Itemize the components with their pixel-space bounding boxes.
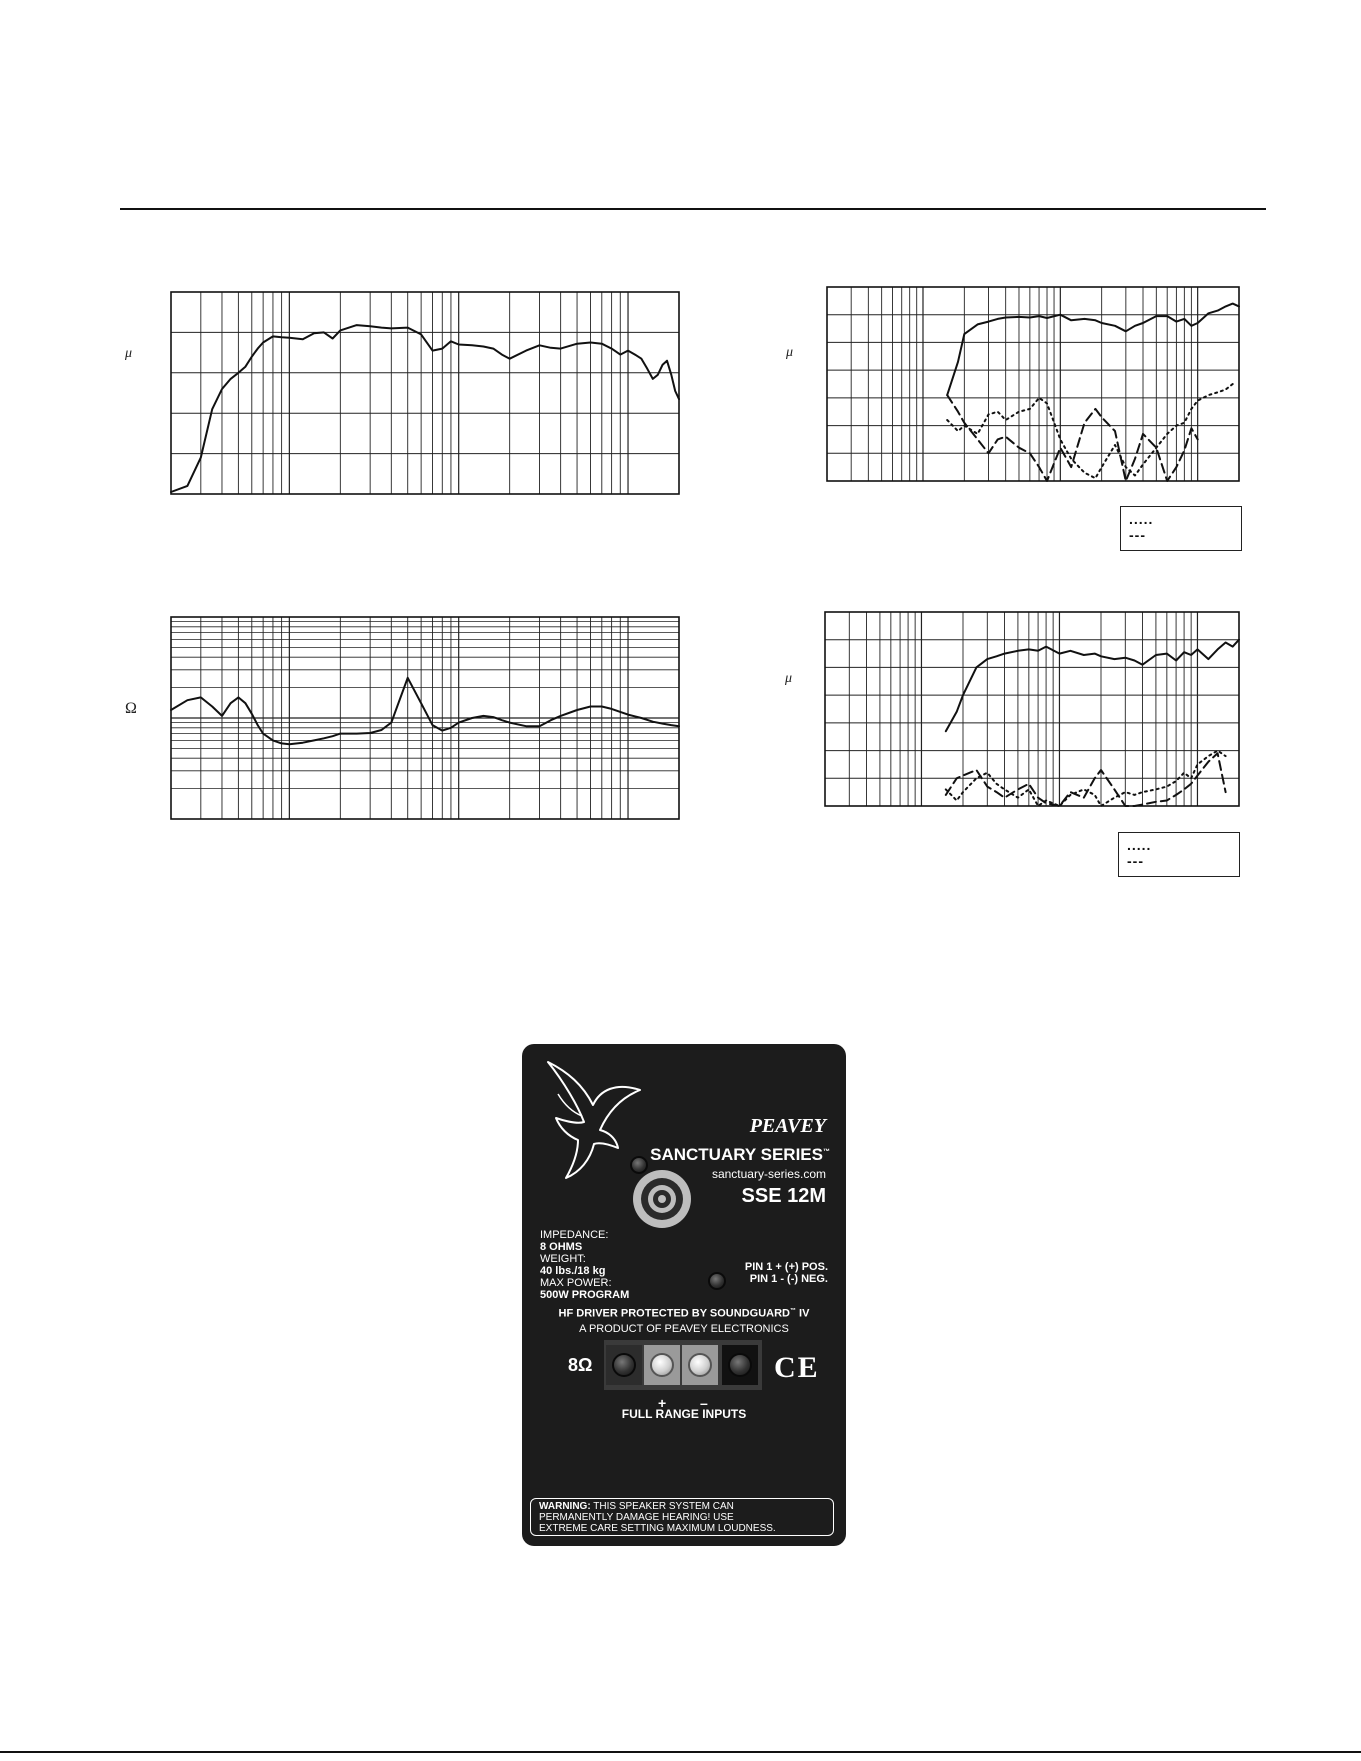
legend-dotted-marker: ..... <box>1129 511 1154 527</box>
protection-line <box>522 1308 846 1320</box>
series-line-1 <box>946 640 1239 732</box>
terminal-screw-icon <box>728 1353 752 1377</box>
legend-vertical <box>1118 832 1240 877</box>
terminal-slot-negative[interactable] <box>682 1345 718 1385</box>
warning-box <box>530 1498 834 1536</box>
impedance-chart <box>169 615 681 821</box>
chart2-ylabel: Ω <box>125 700 137 717</box>
warning-prefix: WARNING: <box>539 1501 591 1512</box>
pin-negative: PIN 1 - (-) NEG. <box>749 1273 828 1285</box>
rear-input-panel <box>522 1044 846 1546</box>
protection-suffix: IV <box>799 1307 810 1320</box>
protection-prefix: HF DRIVER PROTECTED BY SOUNDGUARD <box>558 1307 790 1320</box>
terminal-screw-icon <box>650 1353 674 1377</box>
terminal-minus: – <box>700 1395 708 1411</box>
series-line-1 <box>947 304 1239 396</box>
legend-dotted-marker: ..... <box>1127 837 1152 853</box>
terminal-impedance: 8Ω <box>568 1355 593 1375</box>
terminal-plus: + <box>658 1395 667 1411</box>
pin-positive: PIN 1 + (+) POS. <box>744 1261 828 1273</box>
chart1-ylabel: μ <box>125 346 133 361</box>
series-name-text: SANCTUARY SERIES <box>650 1145 823 1164</box>
speakon-connector-icon <box>633 1170 691 1228</box>
product-of-line: A PRODUCT OF PEAVEY ELECTRONICS <box>579 1323 789 1335</box>
horizontal-dispersion-chart <box>825 285 1241 483</box>
chart3-ylabel: μ <box>786 345 794 360</box>
website: sanctuary-series.com <box>711 1167 826 1181</box>
vertical-dispersion-chart <box>823 610 1241 808</box>
chart4-ylabel: μ <box>785 671 793 686</box>
header-rule <box>120 208 1266 210</box>
weight-value: 40 lbs./18 kg <box>540 1265 606 1277</box>
warning-text-1: THIS SPEAKER SYSTEM CAN <box>593 1501 734 1512</box>
impedance-value: 8 OHMS <box>540 1241 583 1253</box>
terminal-slot-positive[interactable] <box>644 1345 680 1385</box>
brand-logo: PEAVEY <box>749 1115 826 1137</box>
plot-frame <box>825 612 1239 806</box>
series-name <box>650 1146 830 1164</box>
series-line-3 <box>947 395 1197 481</box>
terminal-screw-icon <box>612 1353 636 1377</box>
legend-horizontal <box>1120 506 1242 551</box>
warning-line-3: EXTREME CARE SETTING MAXIMUM LOUDNESS. <box>539 1523 776 1534</box>
legend-dashed-marker: --- <box>1129 527 1146 543</box>
legend-dashed-marker: --- <box>1127 853 1144 869</box>
terminal-slot <box>606 1345 642 1385</box>
warning-line-1 <box>539 1502 734 1513</box>
series-line-1 <box>171 325 679 492</box>
impedance-label: IMPEDANCE: <box>540 1229 609 1241</box>
terminal-block <box>604 1340 762 1390</box>
connector-ring <box>658 1195 666 1203</box>
footer-rule <box>0 1751 1361 1753</box>
series-trademark: ™ <box>823 1148 830 1156</box>
protection-trademark: ™ <box>789 1308 796 1314</box>
model-name: SSE 12M <box>741 1185 826 1207</box>
power-label: MAX POWER: <box>540 1277 612 1289</box>
warning-line-2: PERMANENTLY DAMAGE HEARING! USE <box>539 1512 734 1523</box>
inputs-label: FULL RANGE INPUTS <box>621 1407 747 1421</box>
terminal-screw-icon <box>688 1353 712 1377</box>
mount-screw-icon <box>630 1156 648 1174</box>
weight-label: WEIGHT: <box>540 1253 586 1265</box>
plot-frame <box>171 292 679 494</box>
terminal-slot <box>722 1345 758 1385</box>
ce-mark: CE <box>774 1351 820 1384</box>
power-value: 500W PROGRAM <box>540 1289 630 1301</box>
series-line-3 <box>946 753 1226 806</box>
frequency-response-chart <box>169 290 681 496</box>
mount-screw-icon <box>708 1272 726 1290</box>
